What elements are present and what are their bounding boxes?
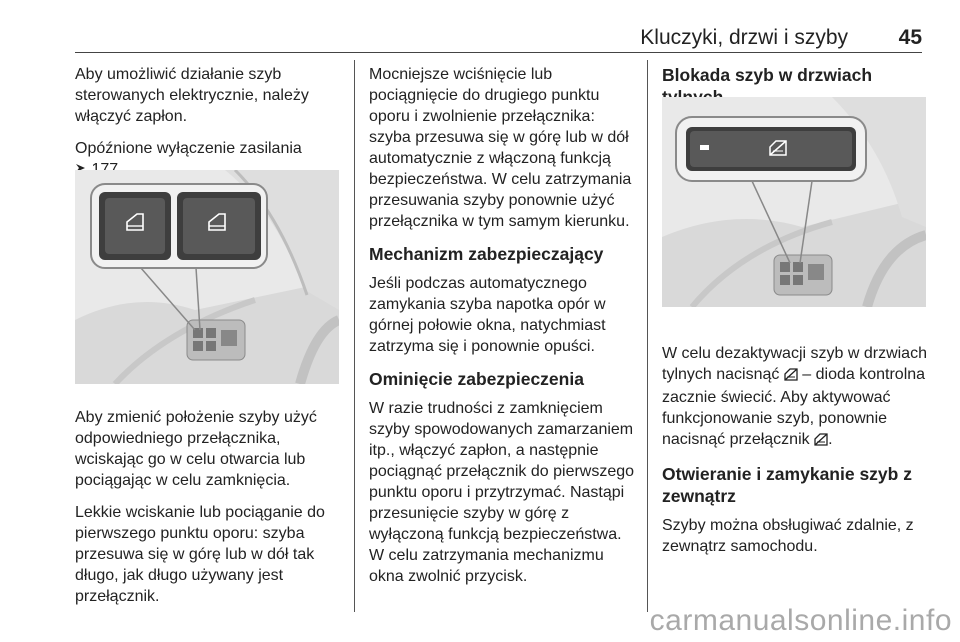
paragraph-text: . — [828, 431, 833, 448]
paragraph: Szyby można obsługiwać zdalnie, z zewnątrz samochodu. — [662, 517, 914, 555]
paragraph-text: – dioda kontrolna zacznie świecić. Aby aktywować funkcjonowanie szyb, ponownie nacisnąć przełącznik — [662, 366, 926, 448]
paragraph: Jeśli podczas automatycznego zamykania szyba napotka opór w górnej połowie okna, natychmiast zatrzyma się i ponownie opuści. — [369, 275, 606, 355]
page-header — [75, 22, 922, 53]
section-heading: Ominięcie zabezpieczenia — [369, 369, 584, 389]
paragraph: Aby zmienić położenie szyby użyć odpowiedniego przełącznika, wciskając go w celu otwarcia lub pociągając w celu zamknięcia. — [75, 409, 317, 489]
paragraph: Aby umożliwić działanie szyb sterowanych elektrycznie, należy włączyć zapłon. — [75, 66, 309, 125]
paragraph — [662, 343, 928, 452]
page-number: 45 — [898, 26, 922, 49]
section-heading: Mechanizm zabezpieczający — [369, 244, 604, 264]
column-divider — [647, 60, 648, 612]
door-switch-illustration — [75, 170, 339, 384]
section-title: Kluczyki, drzwi i szyby — [640, 26, 848, 49]
column-2 — [369, 64, 637, 598]
paragraph-text: W celu dezaktywacji szyb w drzwiach tylnych nacisnąć — [662, 345, 927, 383]
paragraph: Mocniejsze wciśnięcie lub pociągnięcie do drugiego punktu oporu i zwolnienie przełącznika: szyba przesuwa się w górę lub w dół automatycznie z włączoną funkcją bezpieczeństwa. W celu zatrzymania przesuwania szyby ponownie użyć przełącznika w tym samym kierunku. — [369, 66, 632, 230]
paragraph-text: Opóźnione wyłączenie zasilania — [75, 140, 302, 157]
section-heading: Otwieranie i zamykanie szyb z zewnątrz — [662, 464, 912, 506]
section-heading: Blokada szyb w drzwiach — [662, 65, 873, 85]
paragraph: W razie trudności z zamknięciem szyby spowodowanych zamarzaniem itp., włączyć zapłon, a następnie pociągnąć przełącznik do pierwszego punktu oporu i przytrzymać. Nastąpi przesunięcie szyby w górę z wyłączoną funkcją bezpieczeństwa. W celu zatrzymania mechanizmu okna zwolnić przycisk. — [369, 400, 635, 585]
indicator-led — [700, 145, 709, 150]
rear-window-lock-illustration — [662, 97, 926, 307]
rear-window-lock-icon — [814, 431, 828, 452]
column-divider — [354, 60, 355, 612]
rear-window-lock-icon — [784, 366, 798, 387]
watermark: carmanualsonline.info — [649, 604, 952, 637]
paragraph: Lekkie wciskanie lub pociąganie do pierwszego punktu oporu: szyba przesuwa się w górę lub w dół tak długo, jak długo używany jest przełącznik. — [75, 504, 325, 605]
